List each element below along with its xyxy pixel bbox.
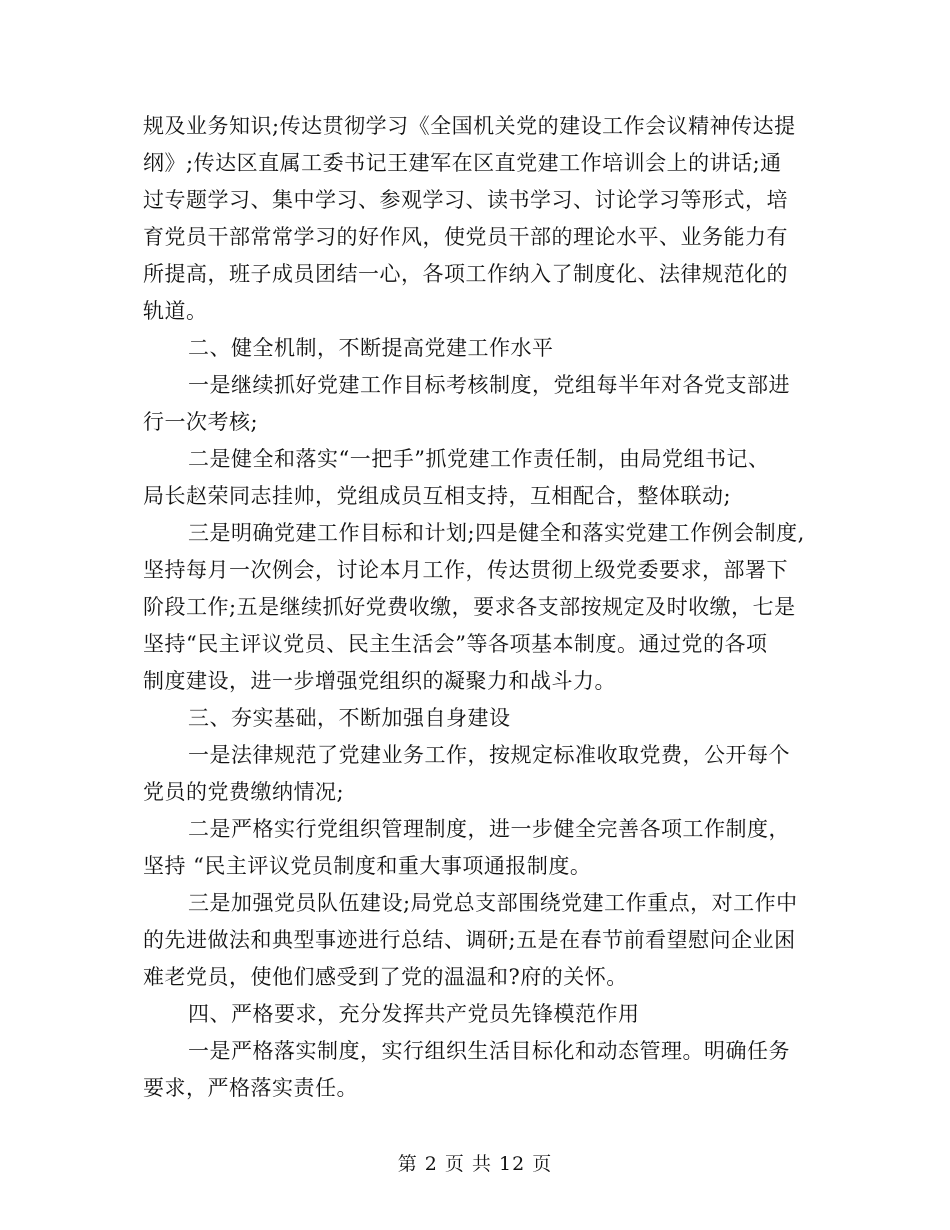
text-line: 要求，严格落实责任。 [143,1076,358,1100]
text-line: 坚持 “民主评议党员制度和重大事项通报制度。 [143,854,592,878]
text-line: 规及业务知识;传达贯彻学习《全国机关党的建设工作会议精神传达提 [143,114,796,138]
text-line: 行一次考核; [143,410,259,434]
text-line: 局长赵荣同志挂帅，党组成员互相支持，互相配合，整体联动; [143,484,732,508]
text-line: 难老党员，使他们感受到了党的温温和?府的关怀。 [143,965,628,989]
text-line: 三是加强党员队伍建设;局党总支部围绕党建工作重点，对工作中 [188,891,798,915]
text-line: 坚持“民主评议党员、民主生活会”等各项基本制度。通过党的各项 [143,632,768,656]
section-heading: 三、夯实基础，不断加强自身建设 [188,706,511,730]
text-line: 一是法律规范了党建业务工作，按规定标准收取党费，公开每个 [188,743,790,767]
text-line: 所提高，班子成员团结一心，各项工作纳入了制度化、法律规范化的 [143,262,788,286]
text-line: 轨道。 [143,299,208,323]
text-line: 二是严格实行党组织管理制度，进一步健全完善各项工作制度， [188,817,790,841]
text-line: 一是继续抓好党建工作目标考核制度，党组每半年对各党支部进 [188,373,790,397]
text-line: 育党员干部常常学习的好作风，使党员干部的理论水平、业务能力有 [143,225,788,249]
text-line: 制度建设，进一步增强党组织的凝聚力和战斗力。 [143,669,616,693]
text-line: 纲》;传达区直属工委书记王建军在区直党建工作培训会上的讲话;通 [143,151,782,175]
text-line: 过专题学习、集中学习、参观学习、读书学习、讨论学习等形式，培 [143,188,788,212]
text-line: 坚持每月一次例会，讨论本月工作，传达贯彻上级党委要求，部署下 [143,558,788,582]
text-line: 阶段工作;五是继续抓好党费收缴，要求各支部按规定及时收缴，七是 [143,595,796,619]
text-line: 一是严格落实制度，实行组织生活目标化和动态管理。明确任务 [188,1039,790,1063]
text-line: 三是明确党建工作目标和计划;四是健全和落实党建工作例会制度, [188,521,805,545]
section-heading: 四、严格要求，充分发挥共产党员先锋模范作用 [188,1002,640,1026]
text-line: 党员的党费缴纳情况; [143,780,345,804]
page-number: 第 2 页 共 12 页 [397,1153,553,1175]
text-line: 的先进做法和典型事迹进行总结、调研;五是在春节前看望慰问企业困 [143,928,796,952]
section-heading: 二、健全机制，不断提高党建工作水平 [188,336,554,360]
text-line: 二是健全和落实“一把手”抓党建工作责任制，由局党组书记、 [188,447,770,471]
